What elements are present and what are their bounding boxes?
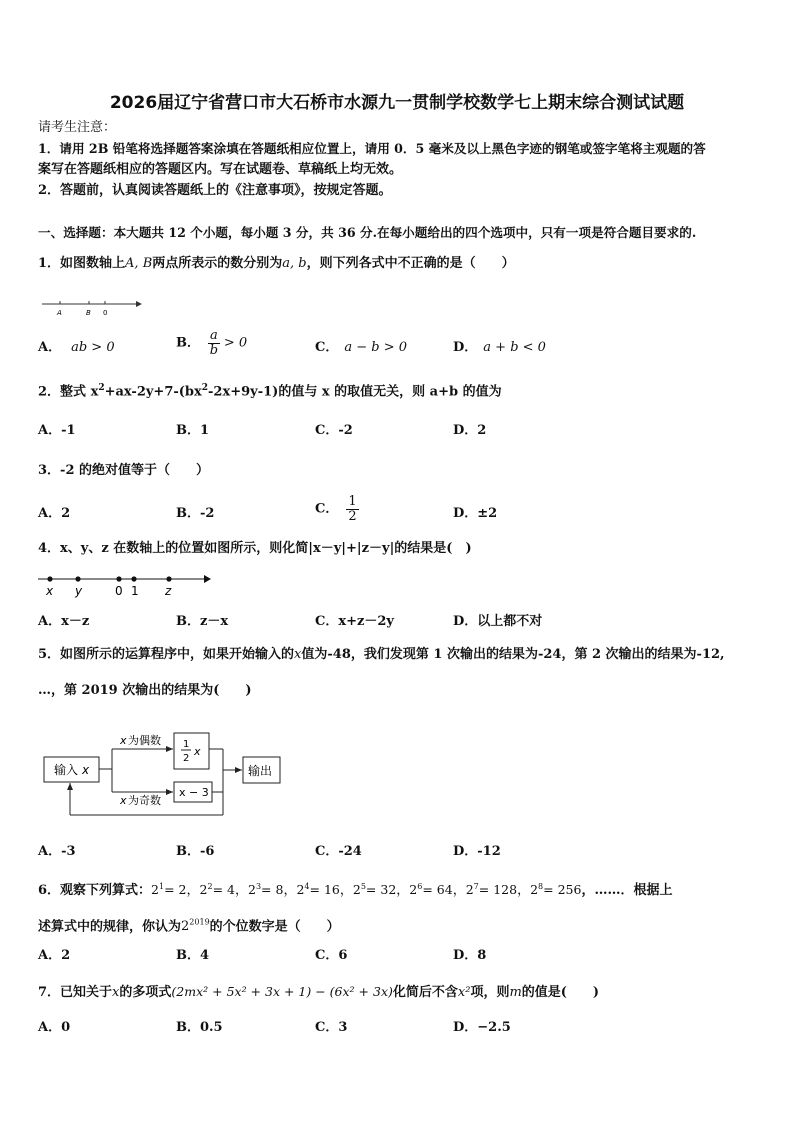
svg-text:x: x bbox=[194, 745, 201, 758]
q4-label-x: x bbox=[46, 584, 54, 598]
q3-option-b: B．-2 bbox=[176, 506, 215, 521]
q6-equation: $2^6= 64$ bbox=[409, 882, 453, 898]
q4-option-c: C．x+z－2y bbox=[315, 614, 394, 629]
q6-equation: $2^7= 128$ bbox=[465, 882, 518, 898]
q7-option-b: B．0.5 bbox=[176, 1020, 223, 1035]
q6-equation: $2^8= 256$ bbox=[530, 882, 582, 898]
svg-text:x: x bbox=[120, 734, 127, 747]
q1-label-b: B bbox=[86, 309, 91, 317]
q3-option-a: A．2 bbox=[38, 506, 71, 521]
q2-option-b: B．1 bbox=[176, 423, 210, 438]
q5-flowchart bbox=[40, 728, 290, 840]
q6-option-a: A．2 bbox=[38, 948, 71, 963]
q2-option-d: D．2 bbox=[453, 423, 487, 438]
q1-option-c: C． a − b > 0 bbox=[315, 340, 408, 355]
q4-label-1: 1 bbox=[131, 584, 139, 598]
notice-line-1a: 1．请用 2B 铅笔将选择题答案涂填在答题纸相应位置上，请用 0．5 毫米及以上黑色字迹的钢笔或签字笔将主观题的答 bbox=[38, 141, 706, 156]
q5-option-a: A．-3 bbox=[38, 844, 76, 859]
q6-equation: $2^1= 2$ bbox=[151, 882, 187, 898]
q5-option-d: D．-12 bbox=[453, 844, 501, 859]
q6-stem-1: 6．观察下列算式：$2^1= 2$，$2^2= 4$，$2^3= 8$，$2^4= 16$，$2^5= 32$，$2^6= 64$，$2^7= 128$，$2^8= 256$，……．根据上 bbox=[38, 882, 673, 899]
q3-option-d: D．±2 bbox=[453, 506, 498, 521]
q5-option-b: B．-6 bbox=[176, 844, 215, 859]
section-heading: 一、选择题：本大题共 12 个小题，每小题 3 分，共 36 分.在每小题给出的四个选项中，只有一项是符合题目要求的. bbox=[38, 225, 697, 240]
q4-label-z: z bbox=[165, 584, 172, 598]
q5-stem-2: …，第 2019 次输出的结果为( ) bbox=[38, 683, 252, 698]
flow-minus3: x − 3 bbox=[179, 786, 209, 799]
q1-label-0: 0 bbox=[103, 309, 108, 317]
q4-option-d: D．以上都不对 bbox=[453, 614, 543, 629]
q6-equation: $2^4= 16$ bbox=[296, 882, 340, 898]
svg-text:x: x bbox=[120, 794, 127, 807]
q1-option-b: B． $\frac{a}{b}$ > 0 bbox=[176, 328, 248, 358]
q6-option-c: C．6 bbox=[315, 948, 348, 963]
q4-option-a: A．x－z bbox=[38, 614, 90, 629]
q5-stem-1: 5．如图所示的运算程序中，如果开始输入的x值为-48，我们发现第 1 次输出的结果为-24，第 2 次输出的结果为-12, bbox=[38, 647, 725, 662]
flow-input-label: 输入 bbox=[54, 763, 79, 777]
flow-half-den: 2 bbox=[183, 753, 190, 764]
q6-option-d: D．8 bbox=[453, 948, 487, 963]
q3-stem: 3．-2 的绝对值等于（ ） bbox=[38, 463, 210, 478]
q4-label-y: y bbox=[75, 584, 83, 598]
q6-equation: $2^5= 32$ bbox=[352, 882, 397, 898]
q6-equation: $2^2= 4$ bbox=[199, 882, 235, 898]
flow-half-num: 1 bbox=[183, 739, 190, 750]
q2-option-a: A．-1 bbox=[38, 423, 76, 438]
q5-option-c: C．-24 bbox=[315, 844, 362, 859]
q6-equation: $2^3= 8$ bbox=[247, 882, 284, 898]
q4-stem: 4．x、y、z 在数轴上的位置如图所示，则化简|x－y|+|z－y|的结果是( ) bbox=[38, 541, 472, 556]
q7-option-d: D．−2.5 bbox=[453, 1020, 511, 1035]
q1-option-a: A． ab > 0 bbox=[38, 340, 115, 355]
q4-label-0: 0 bbox=[115, 584, 123, 598]
flow-odd-label: 为奇数 bbox=[128, 794, 161, 807]
q6-option-b: B．4 bbox=[176, 948, 210, 963]
flow-even-label: 为偶数 bbox=[128, 734, 161, 747]
page-title: 2026届辽宁省营口市大石桥市水源九一贯制学校数学七上期末综合测试试题 bbox=[109, 93, 685, 113]
q6-stem-2: 述算式中的规律，你认为$2^{2019}$的个位数字是（ ） bbox=[38, 918, 340, 935]
notice-heading: 请考生注意： bbox=[38, 120, 117, 135]
notice-line-2: 2．答题前，认真阅读答题纸上的《注意事项》，按规定答题。 bbox=[38, 183, 392, 198]
notice-line-1b: 案写在答题纸相应的答题区内。写在试题卷、草稿纸上均无效。 bbox=[38, 162, 403, 177]
q4-option-b: B．z－x bbox=[176, 614, 229, 629]
flow-input-var: x bbox=[82, 763, 90, 777]
q7-stem: 7．已知关于x的多项式(2mx² + 5x² + 3x + 1) − (6x² + 3x)化简后不含x²项，则m的值是( ) bbox=[38, 984, 600, 1000]
q2-stem: 2．整式 $x^2+ax-2y+7-(bx^2-2x+9y-1)$的值与 x 的取值无关，则 a+b 的值为 bbox=[38, 383, 502, 400]
q1-option-d: D． a + b < 0 bbox=[453, 340, 546, 355]
q4-number-line bbox=[36, 570, 214, 598]
q1-number-line bbox=[40, 296, 144, 318]
q1-stem: 1．如图数轴上A, B两点所表示的数分别为a, b，则下列各式中不正确的是（ ） bbox=[38, 256, 515, 271]
q7-option-a: A．0 bbox=[38, 1020, 71, 1035]
q1-label-a: A bbox=[57, 309, 62, 317]
q7-option-c: C．3 bbox=[315, 1020, 348, 1035]
q2-option-c: C．-2 bbox=[315, 423, 353, 438]
flow-output-label: 输出 bbox=[248, 764, 273, 778]
q3-option-c: C． $\frac{1}{2}$ bbox=[315, 494, 357, 524]
